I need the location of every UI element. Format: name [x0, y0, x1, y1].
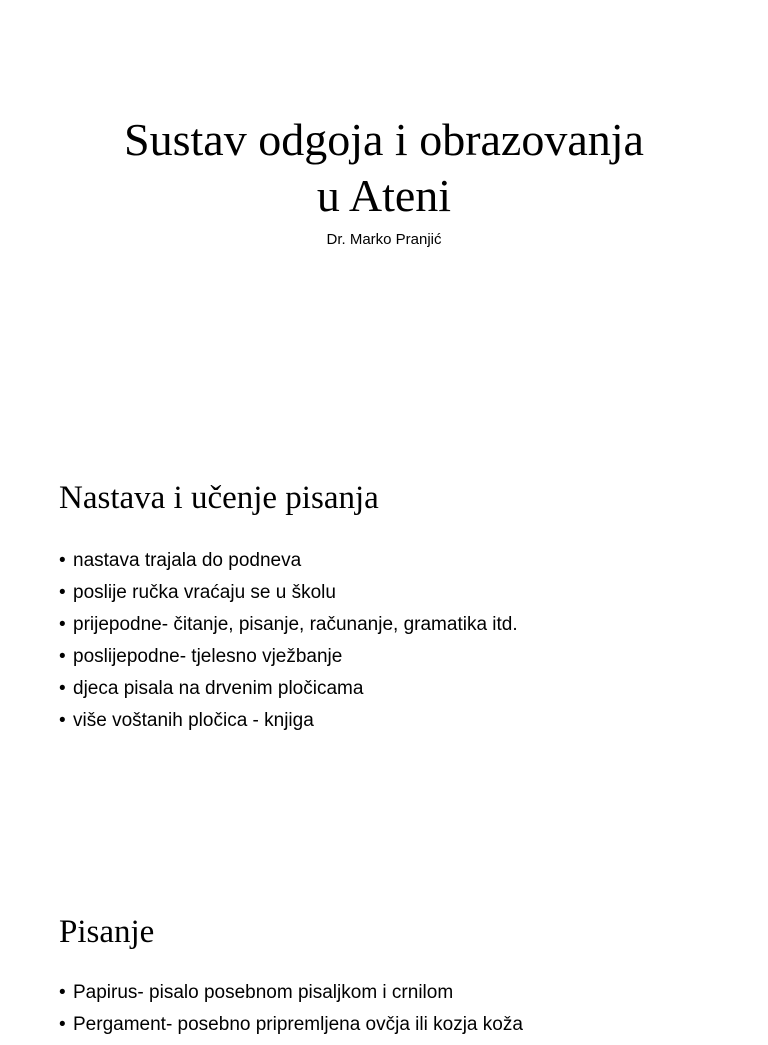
slide-heading: Pisanje — [59, 914, 155, 950]
presentation-title — [0, 112, 768, 224]
bullet-icon: • — [59, 614, 66, 635]
content-slide-pisanje — [0, 872, 768, 1035]
list-item — [59, 549, 518, 581]
list-item-text: prijepodne- čitanje, pisanje, računanje, gramatika itd. — [73, 614, 518, 635]
bullet-icon: • — [59, 646, 66, 667]
list-item-text: Papirus- pisalo posebnom pisaljkom i crnilom — [73, 982, 454, 1003]
content-slide-nastava — [0, 440, 768, 872]
list-item-text: djeca pisala na drvenim pločicama — [73, 678, 364, 699]
list-item-text: poslije ručka vraćaju se u školu — [73, 582, 336, 603]
title-slide — [0, 0, 768, 440]
title-line-2: u Ateni — [316, 170, 452, 221]
list-item — [59, 645, 518, 677]
bullet-icon: • — [59, 550, 66, 571]
list-item-text: više voštanih pločica - knjiga — [73, 710, 314, 731]
list-item-text: nastava trajala do podneva — [73, 550, 302, 571]
list-item — [59, 1013, 523, 1045]
list-item — [59, 581, 518, 613]
slide-heading: Nastava i učenje pisanja — [59, 480, 379, 516]
bullet-icon: • — [59, 982, 66, 1003]
list-item-text: Pergament- posebno pripremljena ovčja ili kozja koža — [73, 1014, 523, 1035]
bullet-icon: • — [59, 582, 66, 603]
list-item — [59, 613, 518, 645]
title-line-1: Sustav odgoja i obrazovanja — [124, 114, 644, 165]
list-item — [59, 677, 518, 709]
bullet-icon: • — [59, 678, 66, 699]
bullet-list — [59, 981, 523, 1045]
bullet-icon: • — [59, 710, 66, 731]
list-item-text: poslijepodne- tjelesno vježbanje — [73, 646, 343, 667]
author-name: Dr. Marko Pranjić — [326, 231, 442, 248]
list-item — [59, 709, 518, 741]
bullet-list — [59, 549, 518, 741]
bullet-icon: • — [59, 1014, 66, 1035]
list-item — [59, 981, 523, 1013]
